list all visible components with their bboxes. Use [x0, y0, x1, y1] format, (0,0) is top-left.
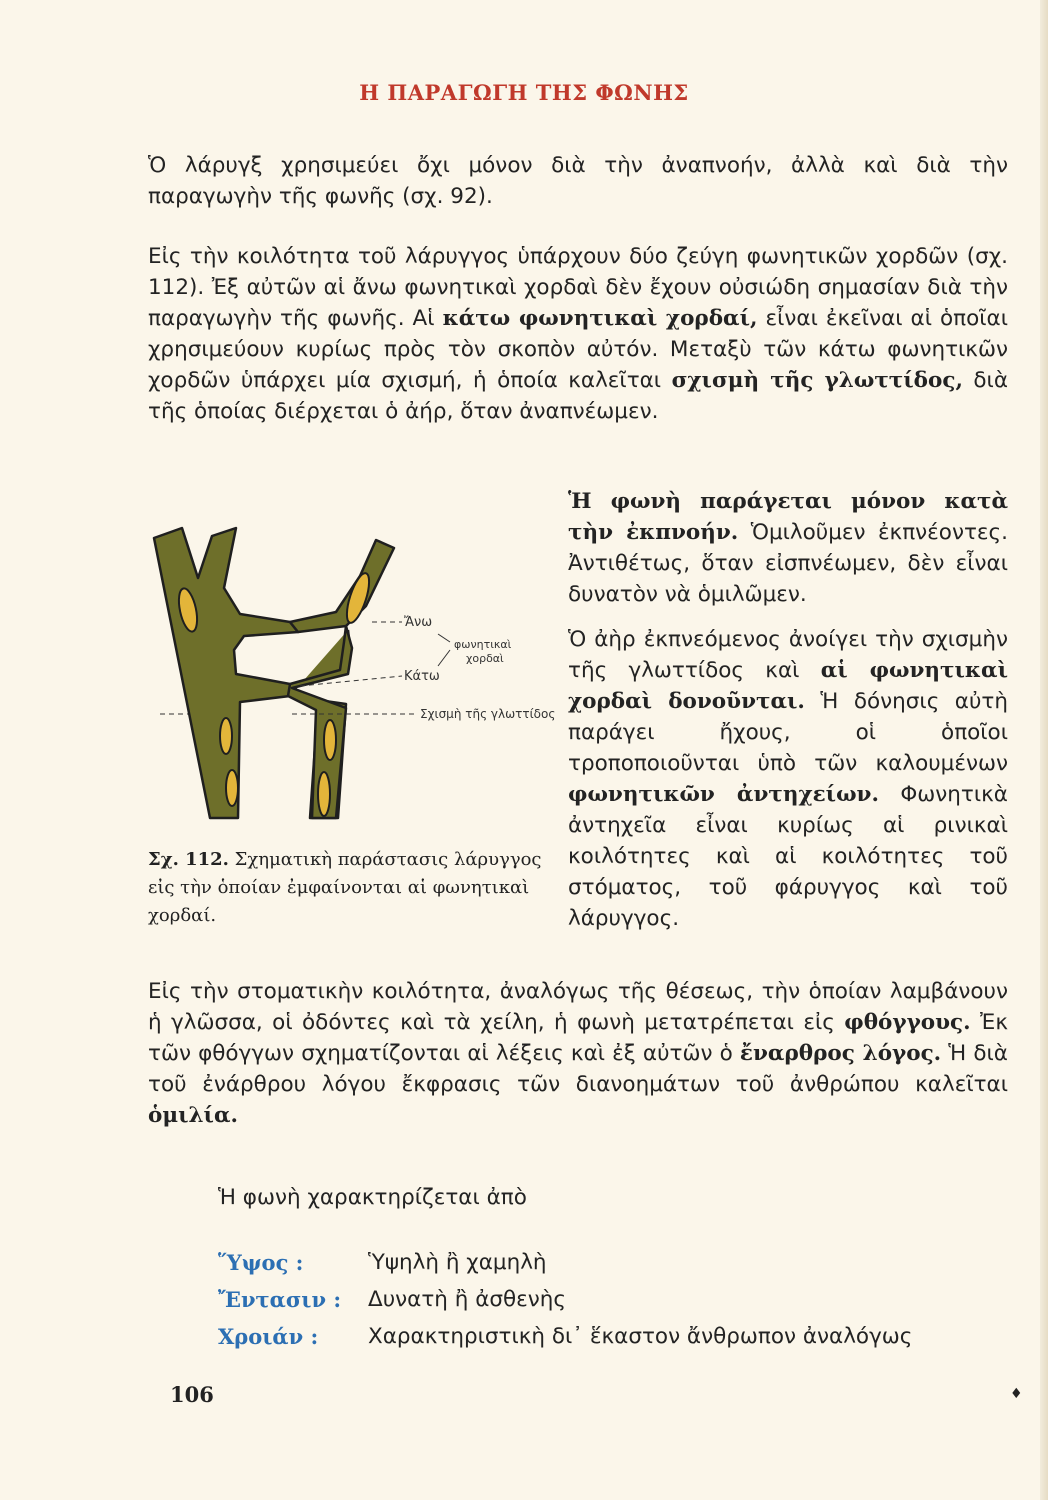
paragraph-text: Ἡ φωνὴ χαρακτηρίζεται ἀπὸ [218, 1185, 527, 1210]
page-mark: ♦ [1010, 1386, 1023, 1402]
bold-term: φωνητικῶν ἀντηχείων. [568, 782, 879, 807]
paragraph-text: Ἡ διὰ τοῦ ἐνάρθρου λόγου ἔκφρασις τῶν διανοημάτων τοῦ ἀνθρώπου καλεῖται [148, 1041, 1008, 1097]
definition-term-timbre: Χροιάν : [218, 1324, 319, 1349]
caption-text: Σχηματικὴ παράστασις λάρυγγος εἰς τὴν ὁποίαν ἐμφαίνονται αἱ φωνητικαὶ χορδαί. [148, 849, 542, 926]
caption-number: Σχ. 112. [148, 849, 229, 870]
paragraph-exhalation [568, 486, 1008, 610]
bold-term: ἔναρθρος λόγος. [739, 1041, 942, 1066]
label-cords-2: χορδαὶ [466, 652, 504, 665]
page-edge [1040, 0, 1048, 1500]
page-heading: Η ΠΑΡΑΓΩΓΗ ΤΗΣ ΦΩΝΗΣ [359, 80, 689, 105]
paragraph-text: Ὁμιλοῦμεν ἐκπνέοντες. Ἀντιθέτως, ὅταν εἰσπνέωμεν, δὲν εἶναι δυνατὸν νὰ ὁμιλῶμεν. [568, 520, 1008, 607]
paragraph-text: Ἐκ τῶν φθόγγων σχηματίζονται αἱ λέξεις καὶ ἐξ αὐτῶν ὁ [148, 1010, 1008, 1066]
label-upper: Ἄνω [404, 615, 433, 630]
paragraph-text: Εἰς τὴν κοιλότητα τοῦ λάρυγγος ὑπάρχουν δύο ζεύγη φωνητικῶν χορδῶν (σχ. 112). Ἐξ αὐτῶν αἱ ἄνω φωνητικαὶ χορδαὶ δὲν ἔχουν οὐσιώδη σημασίαν διὰ τὴν παραγωγὴν τῆς φωνῆς. Αἱ [148, 244, 1008, 331]
larynx-figure [140, 518, 570, 834]
bold-term: φθόγγους. [844, 1010, 971, 1035]
larynx-left-wall [154, 528, 298, 818]
lower-cord-left-2 [226, 770, 238, 806]
definition-value-timbre: Χαρακτηριστικὴ δι᾽ ἕκαστον ἄνθρωπον ἀναλόγως [368, 1324, 913, 1349]
definition-value-pitch: Ὑψηλὴ ἢ χαμηλὴ [368, 1250, 547, 1275]
lower-cord-right-1 [324, 720, 336, 760]
paragraph-text: Ἡ δόνησις αὐτὴ παράγει ἤχους, οἱ ὁποῖοι τροποποιοῦνται ὑπὸ τῶν καλουμένων [568, 689, 1008, 776]
bold-term: κάτω φωνητικαὶ χορδαί, [442, 306, 758, 331]
paragraph-larynx-function [148, 150, 1008, 212]
definition-term-intensity: Ἔντασιν : [218, 1287, 342, 1312]
paragraph-vocal-cords [148, 241, 1008, 427]
lower-cord-left-1 [220, 718, 232, 754]
paragraph-text: εἶναι ἐκεῖναι αἱ ὁποῖαι χρησιμεύουν κυρίως πρὸς τὸν σκοπὸν αὐτόν. Μεταξὺ τῶν κάτω φωνητικῶν χορδῶν ὑπάρχει μία σχισμή, ἡ ὁποία καλεῖται [148, 306, 1008, 393]
paragraph-speech [148, 976, 1008, 1131]
paragraph-vibration [568, 624, 1008, 934]
paragraph-text: Ὁ λάρυγξ χρησιμεύει ὄχι μόνον διὰ τὴν ἀναπνοήν, ἀλλὰ καὶ διὰ τὴν παραγωγὴν τῆς φωνῆς (σχ. 92). [148, 153, 1008, 209]
bold-term: αἱ φωνητικαὶ χορδαὶ δονοῦνται. [568, 658, 1008, 714]
figure-caption [148, 846, 548, 930]
bold-term: σχισμὴ τῆς γλωττίδος, [671, 368, 963, 393]
label-cords-1: φωνητικαὶ [454, 638, 512, 651]
definition-term-pitch: Ὕψος : [218, 1250, 304, 1275]
lower-cord-right-2 [318, 772, 330, 816]
bold-term: ὁμιλία. [148, 1103, 238, 1128]
label-lower: Κάτω [404, 669, 440, 684]
paragraph-text: Ὁ ἀὴρ ἐκπνεόμενος ἀνοίγει τὴν σχισμὴν τῆς γλωττίδος καὶ [568, 627, 1008, 683]
larynx-right-wall [290, 540, 394, 632]
paragraph-text: Φωνητικὰ ἀντηχεῖα εἶναι κυρίως αἱ ρινικαὶ κοιλότητες καὶ αἱ κοιλότητες τοῦ στόματος, τοῦ φάρυγγος καὶ τοῦ λάρυγγος. [568, 782, 1008, 931]
label-glottis: Σχισμὴ τῆς γλωττίδος [420, 707, 556, 721]
page-number: 106 [170, 1382, 214, 1407]
bold-term: Ἡ φωνὴ παράγεται μόνον κατὰ τὴν ἐκπνοήν. [568, 489, 1008, 545]
paragraph-text: διὰ τῆς ὁποίας διέρχεται ὁ ἀήρ, ὅταν ἀναπνέωμεν. [148, 368, 1009, 424]
paragraph-voice-characteristics [218, 1182, 978, 1213]
paragraph-text: Εἰς τὴν στοματικὴν κοιλότητα, ἀναλόγως τῆς θέσεως, τὴν ὁποίαν λαμβάνουν ἡ γλῶσσα, οἱ ὀδόντες καὶ τὰ χείλη, ἡ φωνὴ μετατρέπεται εἰς [148, 979, 1008, 1035]
definition-value-intensity: Δυνατὴ ἢ ἀσθενὴς [368, 1287, 567, 1312]
